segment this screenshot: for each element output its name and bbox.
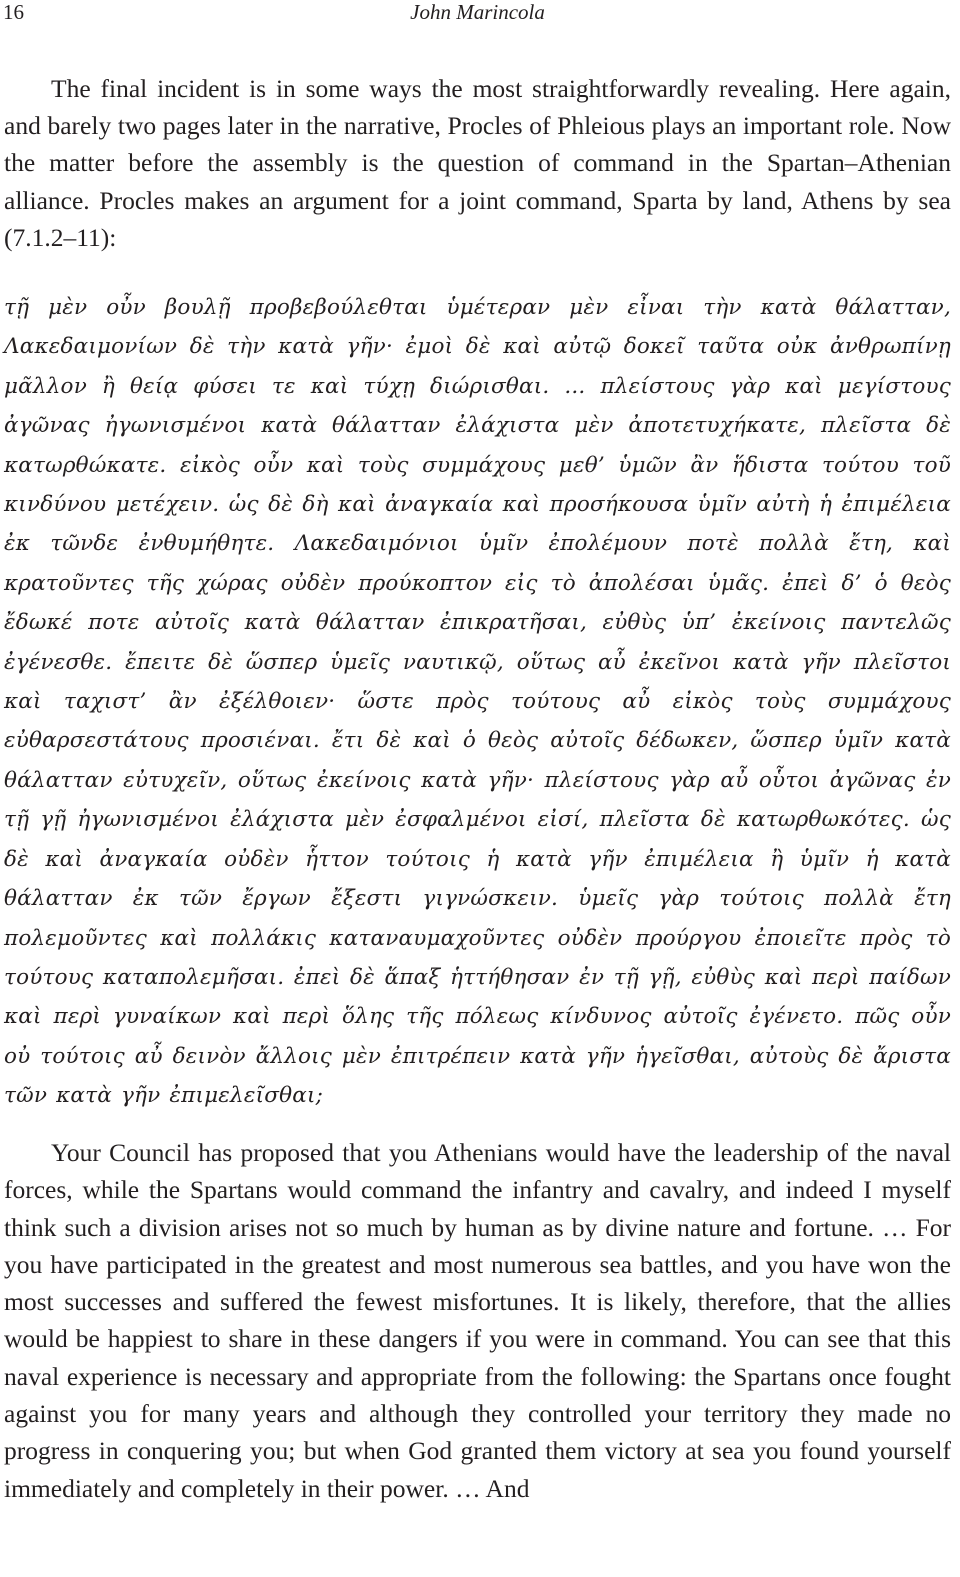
running-head-author: John Marincola [410,0,545,24]
greek-quotation: τῇ μὲν οὖν βουλῇ προβεβούλεθται ὑμέτεραν μὲν εἶναι τὴν κατὰ θάλατταν, Λακεδαιμονίων δὲ τὴν κατὰ γῆν· ἐμοὶ δὲ καὶ αὐτῷ δοκεῖ ταῦτα οὐκ ἀνθρωπίνῃ μᾶλλον ἢ θείᾳ φύσει τε καὶ τύχῃ διώρισθαι. ... πλείστους γὰρ καὶ μεγίστους ἀγῶνας ἠγωνισμένοι κατὰ θάλατταν ἐλάχιστα μὲν ἀποτετυχήκατε, πλεῖστα δὲ κατωρθώκατε. εἰκὸς οὖν καὶ τοὺς συμμάχους μεθ’ ὑμῶν ἂν ἥδιστα τούτου τοῦ κινδύνου μετέχειν. ὡς δὲ δὴ καὶ ἀναγκαία καὶ προσήκουσα ὑμῖν αὐτὴ ἡ ἐπιμέλεια ἐκ τῶνδε ἐνθυμήθητε. Λακεδαιμόνιοι ὑμῖν ἐπολέμουν ποτὲ πολλὰ ἔτη, καὶ κρατοῦντες τῆς χώρας οὐδὲν προύκοπτον εἰς τὸ ἀπολέσαι ὑμᾶς. ἐπεὶ δ’ ὁ θεὸς ἔδωκέ ποτε αὐτοῖς κατὰ θάλατταν ἐπικρατῆσαι, εὐθὺς ὑπ’ ἐκείνοις παντελῶς ἐγένεσθε. ἔπειτε δὲ ὥσπερ ὑμεῖς ναυτικῷ, οὕτως αὖ ἐκεῖνοι κατὰ γῆν πλεῖστοι καὶ ταχιστ’ ἂν ἐξέλθοιεν· ὥστε πρὸς τούτους αὖ εἰκὸς τοὺς συμμάχους εὐθαρσεστάτους προσιέναι. ἔτι δὲ καὶ ὁ θεὸς αὐτοῖς δέδωκεν, ὥσπερ ὑμῖν κατὰ θάλατταν εὐτυχεῖν, οὕτως ἐκείνοις κατὰ γῆν· πλείστους γὰρ αὖ οὗτοι ἀγῶνας ἐν τῇ γῇ ἠγωνισμένοι ἐλάχιστα μὲν ἐσφαλμένοι εἰσί, πλεῖστα δὲ κατωρθωκότες. ὡς δὲ καὶ ἀναγκαία οὐδὲν ἧττον τούτοις ἡ κατὰ γῆν ἐπιμέλεια ἢ ὑμῖν ἡ κατὰ θάλατταν ἐκ τῶν ἔργων ἔξεστι γιγνώσκειν. ὑμεῖς γὰρ τούτοις πολλὰ ἔτη πολεμοῦντες καὶ πολλάκις καταναυμαχοῦντες οὐδὲν προύργου ἐποιεῖτε πρὸς τὸ τούτους καταπολεμῆσαι. ἐπεὶ δὲ ἅπαξ ἡττήθησαν ἐν τῇ γῇ, εὐθὺς καὶ περὶ παίδων καὶ περὶ γυναίκων καὶ περὶ ὅλης τῆς πόλεως κίνδυνος αὐτοῖς ἐγένετο. πῶς οὖν οὐ τούτοις αὖ δεινὸν ἄλλοις μὲν ἐπιτρέπειν κατὰ γῆν ἡγεῖσθαι, αὐτοὺς δὲ ἄριστα τῶν κατὰ γῆν ἐπιμελεῖσθαι; [4,295,951,1109]
intro-paragraph: The final incident is in some ways the most straightforwardly revealing. Here again, and barely two pages later in the narrative, Procles of Phleious plays an important role. Now the matter before the assembly is the question of command in the Spartan–Athenian alliance. Procles makes an argument for a joint command, Sparta by land, Athens by sea (7.1.2–11): [4,74,951,252]
translation-paragraph: Your Council has proposed that you Athenians would have the leadership of the naval forces, while the Spartans would command the infantry and cavalry, and indeed I myself think such a division arises not so much by human as by divine nature and fortune. … For you have participated in the greatest and most numerous sea battles, and you have won the most successes and suffered the fewest misfortunes. It is likely, therefore, that the allies would be happiest to share in these dangers if you were in command. You can see that this naval experience is necessary and appropriate from the following: the Spartans once fought against you for many years and although they controlled your territory they made no progress in conquering you; but when God granted them victory at sea you found yourself immediately and completely in their power. … And [4,1138,951,1503]
page-number: 16 [3,0,24,24]
running-head [3,0,952,24]
